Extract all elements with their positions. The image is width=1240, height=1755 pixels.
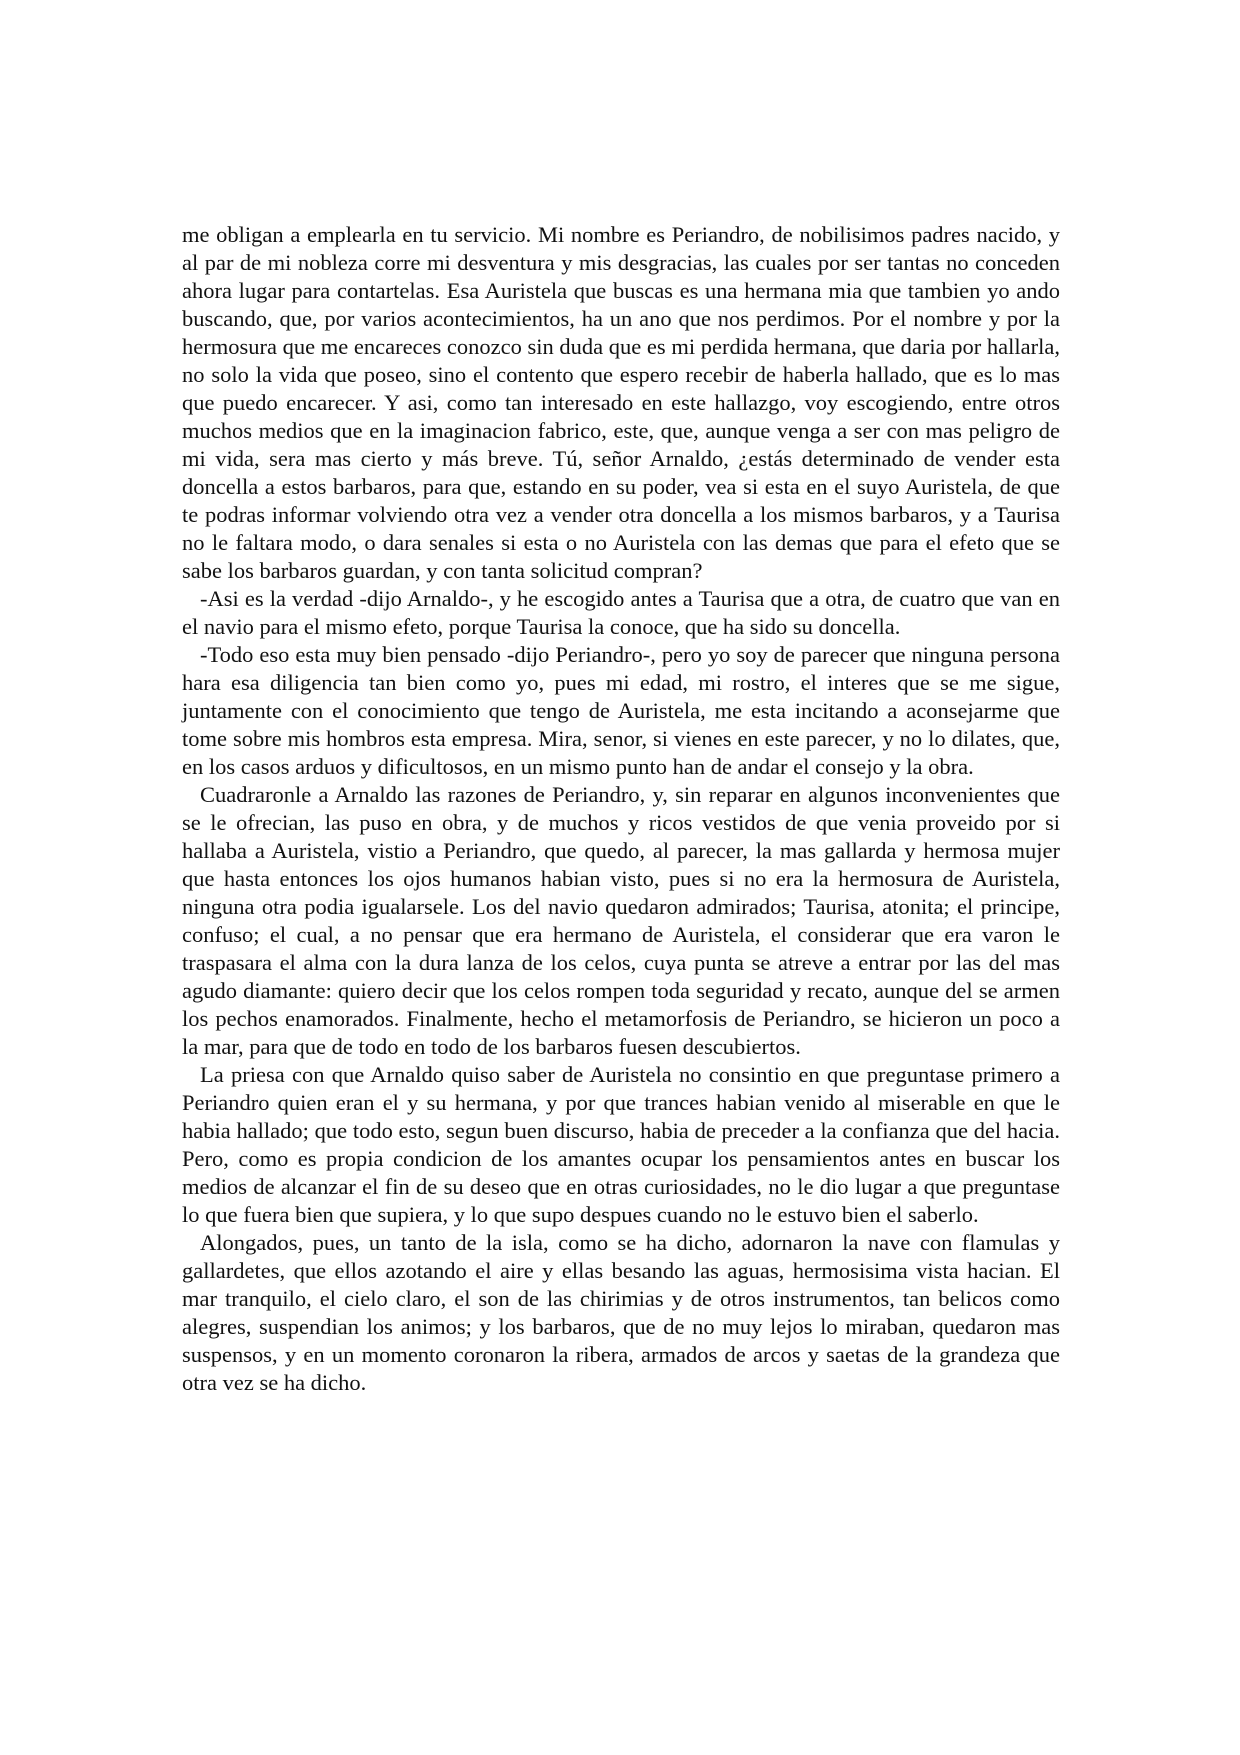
paragraph-5: La priesa con que Arnaldo quiso saber de Auristela no consintio en que preguntase primero a Periandro quien eran el y su hermana, y por que trances habian venido al miserable en que le habia hallado; que todo esto, segun buen discurso, habia de preceder a la confianza que del hacia. Pero, como es propia condicion de los amantes ocupar los pensamientos antes en buscar los medios de alcanzar el fin de su deseo que en otras curiosidades, no le dio lugar a que preguntase lo que fuera bien que supiera, y lo que supo despues cuando no le estuvo bien el saberlo. [182, 1062, 1060, 1227]
paragraph-4: Cuadraronle a Arnaldo las razones de Periandro, y, sin reparar en algunos inconvenientes que se le ofrecian, las puso en obra, y de muchos y ricos vestidos de que venia proveido por si hallaba a Auristela, vistio a Periandro, que quedo, al parecer, la mas gallarda y hermosa mujer que hasta entonces los ojos humanos habian visto, pues si no era la hermosura de Auristela, ninguna otra podia igualarsele. Los del navio quedaron admirados; Taurisa, atonita; el principe, confuso; el cual, a no pensar que era hermano de Auristela, el considerar que era varon le traspasara el alma con la dura lanza de los celos, cuya punta se atreve a entrar por las del mas agudo diamante: quiero decir que los celos rompen toda seguridad y recato, aunque del se armen los pechos enamorados. Finalmente, hecho el metamorfosis de Periandro, se hicieron un poco a la mar, para que de todo en todo de los barbaros fuesen descubiertos. [182, 782, 1060, 1059]
paragraph-3: -Todo eso esta muy bien pensado -dijo Periandro-, pero yo soy de parecer que ninguna persona hara esa diligencia tan bien como yo, pues mi edad, mi rostro, el interes que se me sigue, juntamente con el conocimiento que tengo de Auristela, me esta incitando a aconsejarme que tome sobre mis hombros esta empresa. Mira, senor, si vienes en este parecer, y no lo dilates, que, en los casos arduos y dificultosos, en un mismo punto han de andar el consejo y la obra. [182, 642, 1060, 779]
paragraph-6: Alongados, pues, un tanto de la isla, como se ha dicho, adornaron la nave con flamulas y gallardetes, que ellos azotando el aire y ellas besando las aguas, hermosisima vista hacian. El mar tranquilo, el cielo claro, el son de las chirimias y de otros instrumentos, tan belicos como alegres, suspendian los animos; y los barbaros, que de no muy lejos lo miraban, quedaron mas suspensos, y en un momento coronaron la ribera, armados de arcos y saetas de la grandeza que otra vez se ha dicho. [182, 1230, 1060, 1395]
paragraph-1: me obligan a emplearla en tu servicio. Mi nombre es Periandro, de nobilisimos padres nacido, y al par de mi nobleza corre mi desventura y mis desgracias, las cuales por ser tantas no conceden ahora lugar para contartelas. Esa Auristela que buscas es una hermana mia que tambien yo ando buscando, que, por varios acontecimientos, ha un ano que nos perdimos. Por el nombre y por la hermosura que me encareces conozco sin duda que es mi perdida hermana, que daria por hallarla, no solo la vida que poseo, sino el contento que espero recebir de haberla hallado, que es lo mas que puedo encarecer. Y asi, como tan interesado en este hallazgo, voy escogiendo, entre otros muchos medios que en la imaginacion fabrico, este, que, aunque venga a ser con mas peligro de mi vida, sera mas cierto y más breve. Tú, señor Arnaldo, ¿estás determinado de vender esta doncella a estos barbaros, para que, estando en su poder, vea si esta en el suyo Auristela, de que te podras informar volviendo otra vez a vender otra doncella a los mismos barbaros, y a Taurisa no le faltara modo, o dara senales si esta o no Auristela con las demas que para el efeto que se sabe los barbaros guardan, y con tanta solicitud compran? [182, 222, 1060, 583]
paragraph-2: -Asi es la verdad -dijo Arnaldo-, y he escogido antes a Taurisa que a otra, de cuatro que van en el navio para el mismo efeto, porque Taurisa la conoce, que ha sido su doncella. [182, 586, 1060, 639]
page-body [182, 221, 1060, 1397]
